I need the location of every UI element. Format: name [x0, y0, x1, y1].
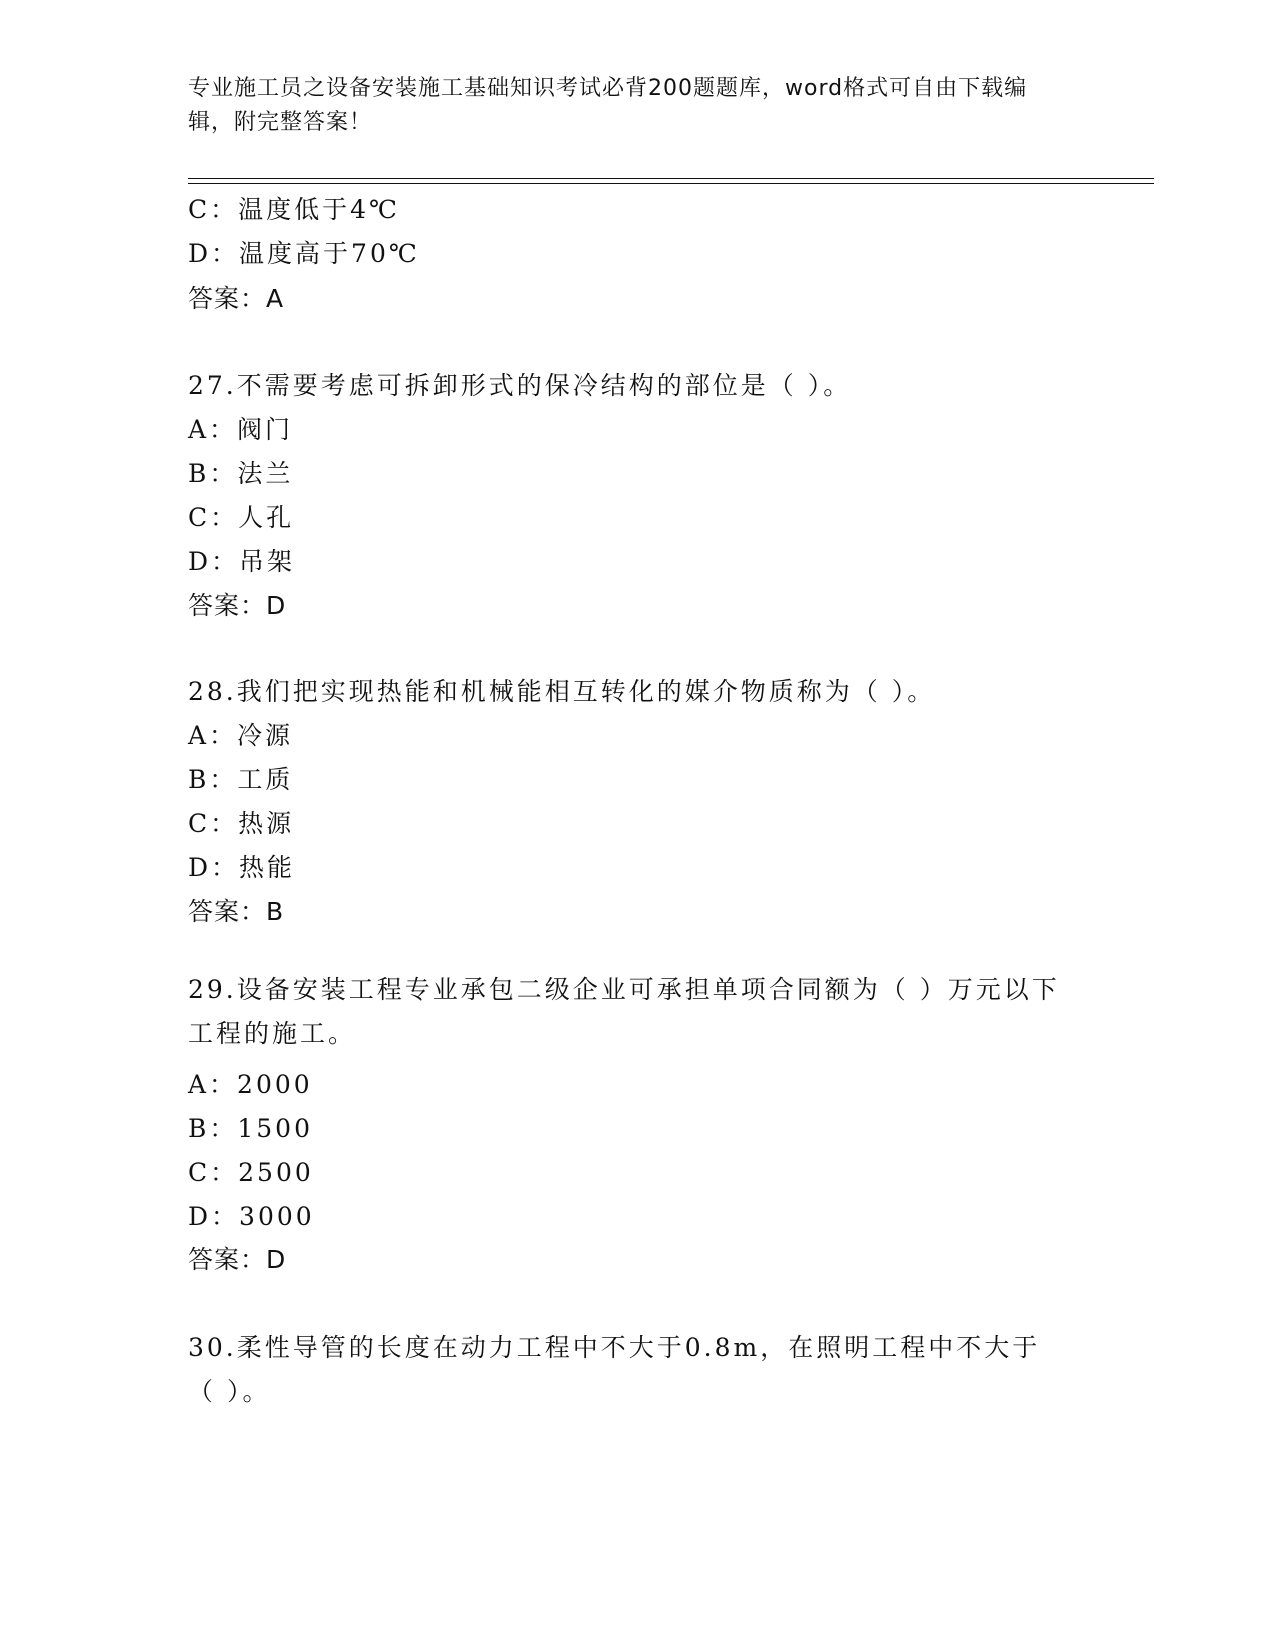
q26-option-d: D：温度高于70℃: [188, 239, 420, 268]
q26-option-c: C：温度低于4℃: [188, 195, 401, 224]
q28-answer: 答案：B: [188, 897, 285, 926]
q28-option-a: A：冷源: [188, 721, 294, 750]
header-divider-bottom: [188, 183, 1154, 184]
header-divider-top: [188, 178, 1154, 179]
q27-option-a: A：阀门: [188, 415, 294, 444]
q27-option-b: B：法兰: [188, 459, 294, 488]
q29-option-d: D：3000: [188, 1202, 315, 1231]
q29-option-b: B：1500: [188, 1114, 313, 1143]
q29-option-a: A：2000: [188, 1070, 313, 1099]
q27-option-d: D：吊架: [188, 547, 296, 576]
q27-question: 27.不需要考虑可拆卸形式的保冷结构的部位是（ ）。: [188, 371, 852, 400]
q28-option-c: C：热源: [188, 809, 295, 838]
q26-answer: 答案：A: [188, 284, 285, 313]
q29-answer: 答案：D: [188, 1245, 287, 1274]
q29-question: 29.设备安装工程专业承包二级企业可承担单项合同额为（ ）万元以下工程的施工。: [188, 975, 1060, 1048]
q27-option-c: C：人孔: [188, 503, 295, 532]
q29-option-c: C：2500: [188, 1158, 314, 1187]
q28-question: 28.我们把实现热能和机械能相互转化的媒介物质称为（ ）。: [188, 677, 936, 706]
q28-option-d: D：热能: [188, 853, 296, 882]
q28-option-b: B：工质: [188, 765, 294, 794]
document-header: 专业施工员之设备安装施工基础知识考试必背200题题库，word格式可自由下载编辑，附完整答案！: [188, 76, 1028, 135]
q27-answer: 答案：D: [188, 591, 287, 620]
q30-question: 30.柔性导管的长度在动力工程中不大于0.8m，在照明工程中不大于（ ）。: [188, 1333, 1041, 1406]
